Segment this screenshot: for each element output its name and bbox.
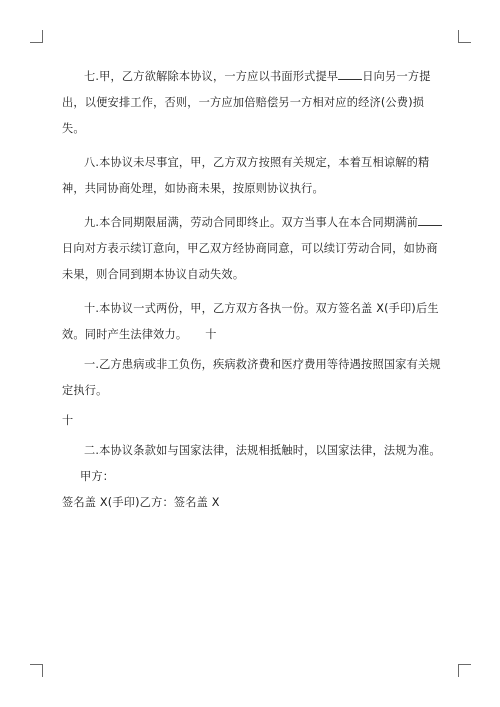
- clause-10: [62, 296, 442, 348]
- clause-10-text: 十.本协议一式两份，甲，乙方双方各执一份。双方签名盖 X(手印)后生效。同时产生法律效力。: [62, 302, 439, 341]
- crop-mark-top-left: [30, 30, 43, 43]
- clause-11: 一.乙方患病或非工负伤，疾病救济费和医疗费用等待遇按照国家有关规定执行。: [62, 358, 441, 397]
- clause-9-blank: [418, 215, 442, 226]
- signature-line: 签名盖 X(手印)乙方：签名盖 X: [62, 496, 220, 509]
- clause-12-text: 二.本协议条款如与国家法律，法规相抵触时，以国家法律，法规为准。: [84, 444, 441, 457]
- clause-7-text-a: 七.甲，乙方欲解除本协议，一方应以书面形式提早: [84, 70, 339, 83]
- clause-12: [62, 438, 442, 490]
- clause-9: [62, 210, 442, 288]
- crop-mark-bottom-left: [30, 664, 43, 677]
- clause-10-mark: 十: [205, 328, 217, 341]
- document-body: [62, 64, 442, 516]
- clause-7-blank: [338, 69, 362, 80]
- clause-8: 八.本协议未尽事宜，甲，乙方双方按照有关规定，本着互相谅解的精神，共同协商处理，如协商未果，按原则协议执行。: [62, 156, 430, 195]
- party-a-label: 甲方：: [80, 470, 115, 483]
- crop-mark-bottom-right: [458, 664, 471, 677]
- clause-9-text-a: 九.本合同期限届满，劳动合同即终止。双方当事人在本合同期满前: [84, 216, 418, 229]
- clause-11-tail: 十: [62, 414, 74, 427]
- clause-9-text-b: 日向对方表示续订意向，甲乙双方经协商同意，可以续订劳动合同，如协商未果，则合同到期本协议自动失效。: [62, 242, 438, 281]
- crop-mark-top-right: [458, 30, 471, 43]
- clause-7-text-b: 日向另一方提出，以便安排工作，否则，一方应加倍赔偿另一方相对应的经济(公费)损失。: [62, 70, 431, 135]
- clause-7: [62, 64, 442, 142]
